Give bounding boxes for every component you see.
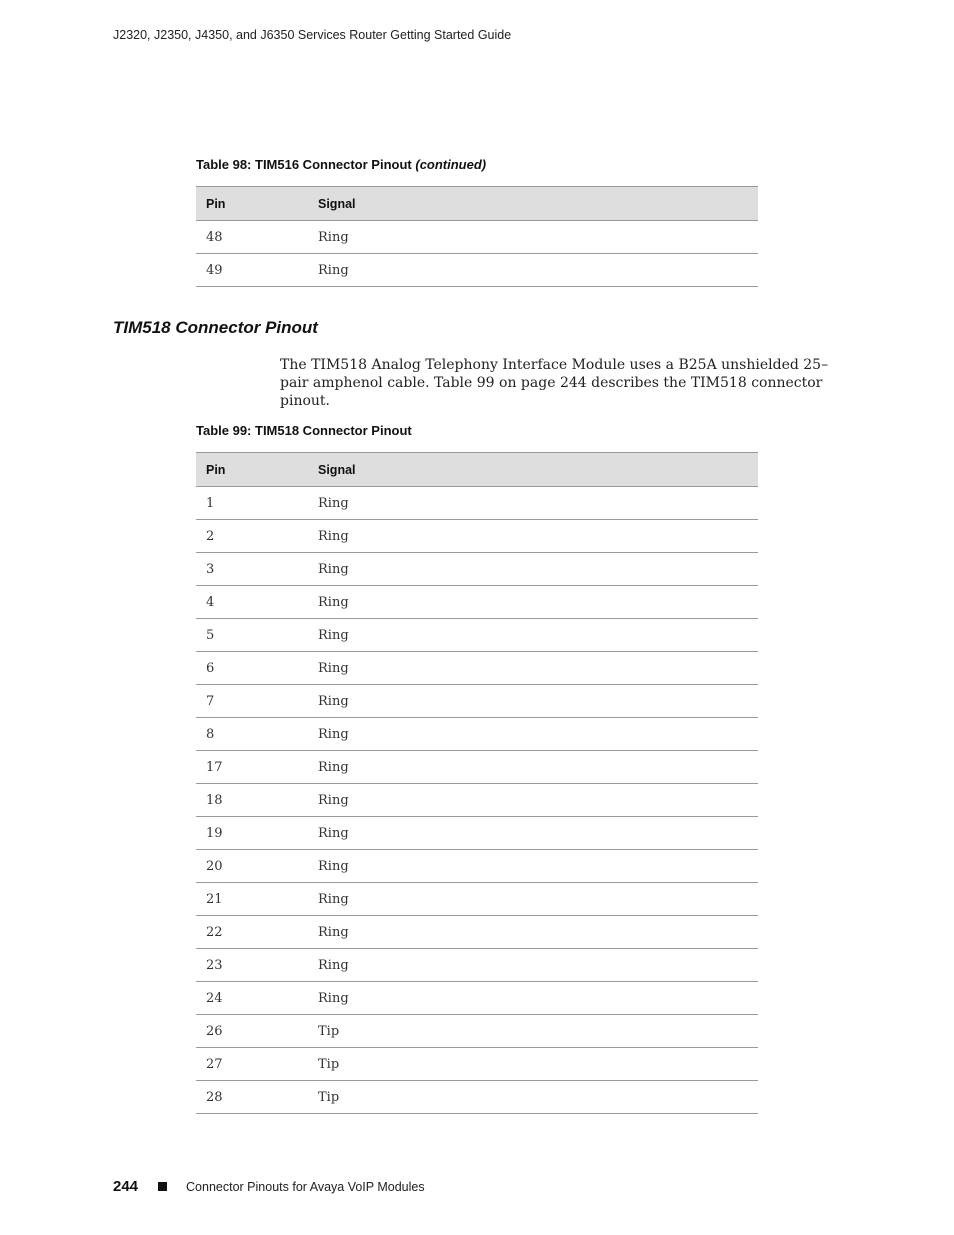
table-98-caption-text: Table 98: TIM516 Connector Pinout [196, 157, 412, 172]
table-row [196, 685, 758, 718]
table-98 [196, 186, 758, 287]
table-row [196, 487, 758, 520]
signal-cell: Ring [308, 221, 758, 254]
table-header-row [196, 453, 758, 487]
pin-cell: 4 [196, 586, 308, 619]
pin-cell: 1 [196, 487, 308, 520]
table-99-caption: Table 99: TIM518 Connector Pinout [196, 423, 412, 438]
signal-cell: Ring [308, 254, 758, 287]
signal-cell: Ring [308, 949, 758, 982]
column-header-pin: Pin [196, 453, 308, 487]
page-footer [113, 1178, 425, 1195]
table-row [196, 751, 758, 784]
pin-cell: 49 [196, 254, 308, 287]
table-row [196, 652, 758, 685]
square-bullet-icon [158, 1182, 167, 1191]
signal-cell: Ring [308, 685, 758, 718]
signal-cell: Ring [308, 718, 758, 751]
table-row [196, 916, 758, 949]
pin-cell: 5 [196, 619, 308, 652]
pin-cell: 24 [196, 982, 308, 1015]
signal-cell: Ring [308, 520, 758, 553]
signal-cell: Tip [308, 1081, 758, 1114]
table-row [196, 1048, 758, 1081]
signal-cell: Ring [308, 916, 758, 949]
table-row [196, 817, 758, 850]
pin-cell: 21 [196, 883, 308, 916]
table-row [196, 1015, 758, 1048]
pin-cell: 6 [196, 652, 308, 685]
pin-cell: 18 [196, 784, 308, 817]
page-number: 244 [113, 1178, 139, 1195]
signal-cell: Ring [308, 883, 758, 916]
pin-cell: 26 [196, 1015, 308, 1048]
pin-cell: 22 [196, 916, 308, 949]
column-header-signal: Signal [308, 453, 758, 487]
signal-cell: Ring [308, 817, 758, 850]
signal-cell: Ring [308, 784, 758, 817]
table-row [196, 850, 758, 883]
table-row [196, 949, 758, 982]
signal-cell: Ring [308, 850, 758, 883]
table-header-row [196, 187, 758, 221]
table-row [196, 784, 758, 817]
pin-cell: 28 [196, 1081, 308, 1114]
signal-cell: Ring [308, 619, 758, 652]
footer-section-title: Connector Pinouts for Avaya VoIP Modules [186, 1179, 425, 1194]
table-99 [196, 452, 758, 1114]
signal-cell: Tip [308, 1015, 758, 1048]
table-row [196, 553, 758, 586]
pin-cell: 7 [196, 685, 308, 718]
table-row [196, 982, 758, 1015]
pin-cell: 20 [196, 850, 308, 883]
signal-cell: Tip [308, 1048, 758, 1081]
signal-cell: Ring [308, 652, 758, 685]
table-row [196, 1081, 758, 1114]
signal-cell: Ring [308, 487, 758, 520]
table-98-caption-suffix: (continued) [415, 157, 487, 172]
table-row [196, 254, 758, 287]
table-row [196, 883, 758, 916]
body-paragraph: The TIM518 Analog Telephony Interface Module uses a B25A unshielded 25–pair amphenol cable. Table 99 on page 244 describes the TIM518 connector pinout. [280, 357, 829, 409]
signal-cell: Ring [308, 553, 758, 586]
signal-cell: Ring [308, 586, 758, 619]
table-row [196, 619, 758, 652]
table-row [196, 718, 758, 751]
pin-cell: 23 [196, 949, 308, 982]
table-row [196, 221, 758, 254]
pin-cell: 48 [196, 221, 308, 254]
pin-cell: 19 [196, 817, 308, 850]
pin-cell: 8 [196, 718, 308, 751]
pin-cell: 3 [196, 553, 308, 586]
column-header-signal: Signal [308, 187, 758, 221]
running-header: J2320, J2350, J4350, and J6350 Services Router Getting Started Guide [113, 28, 512, 42]
column-header-pin: Pin [196, 187, 308, 221]
pin-cell: 2 [196, 520, 308, 553]
table-row [196, 586, 758, 619]
signal-cell: Ring [308, 751, 758, 784]
pin-cell: 27 [196, 1048, 308, 1081]
table-row [196, 520, 758, 553]
section-heading: TIM518 Connector Pinout [113, 318, 318, 337]
pin-cell: 17 [196, 751, 308, 784]
table-98-caption [196, 157, 486, 172]
signal-cell: Ring [308, 982, 758, 1015]
